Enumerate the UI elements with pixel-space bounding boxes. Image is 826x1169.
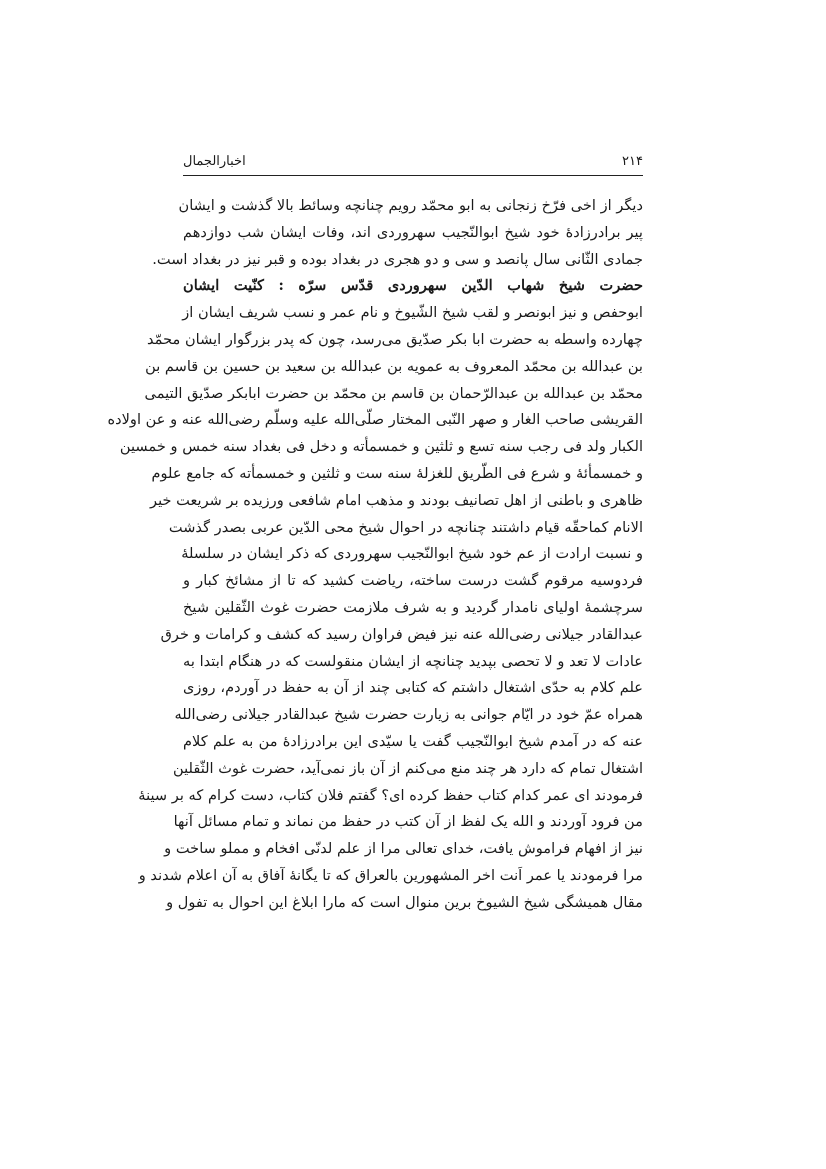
text-line: ظاهری و باطنی از اهل تصانیف بودند و مذهب امام شافعی ورزیده بر شریعت خیر xyxy=(150,491,643,509)
header-rule xyxy=(183,175,643,176)
section-heading: حضرت شیخ شهاب الدّین سهروردی قدّس سرّه : کنّیت ایشان xyxy=(183,277,643,295)
text-line: القریشی صاحب الغار و صهر النّبی المختار صلّی‌الله علیه وسلّم رضی‌الله عنه و عن اولاده xyxy=(107,411,643,429)
text-line: سرچشمهٔ اولیای نامدار گردید و به شرف ملازمت حضرت غوث الثّقلین شیخ xyxy=(183,598,643,616)
running-title: اخبارالجمال xyxy=(183,154,246,169)
text-line: چهارده واسطه به حضرت ابا بکر صدّیق می‌رسد، چون که پدر بزرگوار ایشان محمّد xyxy=(146,330,643,348)
text-line: بن عبدالله بن محمّد المعروف به عمویه بن عبدالله بن سعید بن حسین بن قاسم بن xyxy=(145,357,643,375)
text-line: نیز از افهام فراموش یافت، خدای تعالی مرا از علم لدنّی افخام و مملو ساخت و xyxy=(164,840,643,858)
text-line: عبدالقادر جیلانی رضی‌الله عنه نیز فیض فراوان رسید که کشف و کرامات و خرق xyxy=(160,625,643,643)
text-line: همراه عمّ خود در ایّام جوانی به زیارت حضرت شیخ عبدالقادر جیلانی رضی‌الله xyxy=(174,706,643,724)
text-line: عادات لا تعد و لا تحصی بپدید چنانچه از ایشان منقولست که در هنگام ابتدا به xyxy=(183,652,643,670)
text-line: و خمسمأئهٔ و شرع فی الطّریق للغزلهٔ سنه ست و ثلثین و خمسمأته که جامع علوم xyxy=(151,464,643,482)
body-text xyxy=(107,193,643,917)
paragraph-1 xyxy=(152,193,643,273)
paragraph-2 xyxy=(107,273,643,916)
text-line: من فرود آوردند و الله یک لفظ از آن کتب در حفظ من نماند و تمام مسائل آنها xyxy=(173,813,643,831)
text-line: فردوسیه مرقوم گشت درست ساخته، ریاضت کشید که تا از مشائخ کبار و xyxy=(183,572,643,590)
text-line: فرمودند ای عمر کدام کتاب حفظ کرده ای؟ گفتم فلان کتاب، دست کرام که بر سینهٔ xyxy=(138,786,643,804)
text-line: مقال همیشگی شیخ الشیوخ برین منوال است که مارا ابلاغ این احوال به تفول و xyxy=(166,893,643,911)
text-line: دیگر از اخی فرّخ زنجانی به ابو محمّد رویم چنانچه وسائط بالا گذشت و ایشان xyxy=(178,197,643,214)
running-header xyxy=(183,150,643,174)
page-number: ۲۱۴ xyxy=(622,154,643,169)
text-line: الکبار ولد فی رجب سنه تسع و ثلثین و خمسمأته و دخل فی بغداد سنه خمس و خمسین xyxy=(119,438,643,456)
text-line: محمّد بن عبدالله بن عبدالرّحمان بن قاسم بن محمّد بن حضرت ابابکر صدّیق التیمی xyxy=(144,384,643,402)
text-line: الانام کماحقّه قیام داشتند چنانچه در احوال شیخ محی الدّین عربی بصدر گذشت xyxy=(168,518,643,536)
text-line: پیر برادرزادهٔ خود شیخ ابوالنّجیب سهروردی اند، وفات ایشان شب دوازدهم xyxy=(183,223,643,241)
text-line: مرا فرمودند یا عمر اَنت اخر المشهورین بالعراق که تا یگانهٔ آفاق به آن اعلام شدند و xyxy=(138,866,643,884)
text-line: و نسبت ارادت از عم خود شیخ ابوالنّجیب سهروردی که ذکر ایشان در سلسلهٔ xyxy=(181,545,643,563)
text-line: ابوحفص و نیز ابونصر و لقب شیخ الشّیوخ و نام عمر و نسب شریف ایشان از xyxy=(182,304,643,322)
text-line: جمادی الثّانی سال پانصد و سی و دو هجری در بغداد بوده و قبر نیز در بغداد است. xyxy=(152,250,643,268)
text-line: علم کلام به حدّی اشتغال داشتم که کتابی چند از آن به حفظ در آوردم، روزی xyxy=(183,679,643,697)
text-line: عنه که در آمدم شیخ ابوالنّجیب گفت یا سیّدی این برادرزادهٔ من به علم کلام xyxy=(183,732,643,750)
text-line: اشتغال تمام که دارد هر چند منع می‌کنم از آن باز نمی‌آید، حضرت غوث الثّقلین xyxy=(172,759,643,777)
